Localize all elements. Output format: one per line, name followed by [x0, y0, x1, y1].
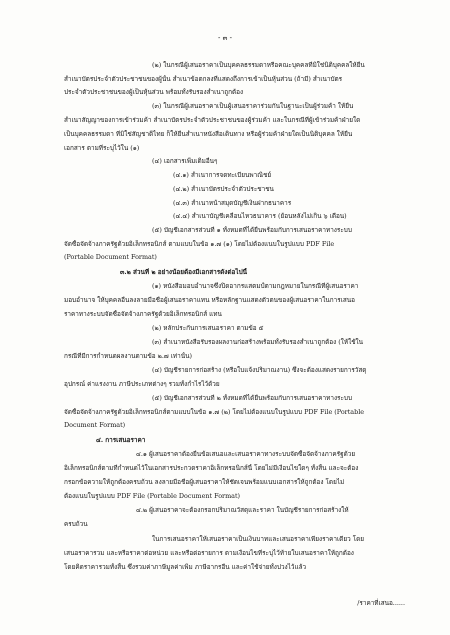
- line: เสนอราคารวม และหรือราคาต่อหน่วย และหรือต่อรายการ ตามเงื่อนไขที่ระบุไว้ท้ายใบเสนอราคาให้ถูกต้อง: [64, 549, 354, 557]
- line: (๔.๒) สำเนาบัตรประจำตัวประชาชน: [173, 185, 274, 193]
- line: Document Format): [64, 421, 126, 429]
- line: (๔.๑) สำเนาการจดทะเบียนพาณิชย์: [173, 171, 272, 179]
- section-heading: ๔. การเสนอราคา: [96, 436, 146, 444]
- line: กรณีที่มีการกำหนดผลงานตามข้อ ๒.๗ เท่านั้น): [64, 352, 192, 360]
- line: มอบอำนาจ ให้บุคคลอื่นลงลายมือชื่อผู้เสนอราคาแทน หรือหลักฐานแสดงตัวตนของผู้เสนอราคาในการเสนอ: [64, 296, 355, 304]
- line: (๑) หนังสือมอบอำนาจซึ่งปิดอากรแสตมป์ตามกฎหมายในกรณีที่ผู้เสนอราคา: [152, 282, 359, 290]
- line: ๔.๑ ผู้เสนอราคาต้องยื่นข้อเสนอและเสนอราคาทางระบบจัดซื้อจัดจ้างภาครัฐด้วย: [136, 450, 356, 458]
- line: เป็นบุคคลธรรมดา ที่มิใช่สัญชาติไทย ก็ให้ยื่นสำเนาหนังสือเดินทาง หรือผู้ร่วมค้าฝ่ายใดเป็นนิติบุคคล ให้ยื่น: [64, 130, 353, 138]
- line: อุปกรณ์ ค่าแรงงาน ภาษีประเภทต่างๆ รวมทั้งกำไรไว้ด้วย: [64, 380, 220, 388]
- line: (๓) สำเนาหนังสือรับรองผลงานก่อสร้างพร้อมทั้งรับรองสำเนาถูกต้อง (ให้ใช้ใน: [152, 338, 364, 346]
- page-number: - ๓ -: [218, 34, 232, 42]
- line: (๒) หลักประกันการเสนอราคา ตามข้อ ๕: [152, 324, 264, 332]
- line: โดยคิดราคารวมทั้งสิ้น ซึ่งรวมค่าภาษีมูลค่าเพิ่ม ภาษีอากรอื่น และค่าใช้จ่ายทั้งปวงไว้แล้ว: [64, 563, 307, 571]
- line: อิเล็กทรอนิกส์ตามที่กำหนดไว้ในเอกสารประกวดราคาอิเล็กทรอนิกส์นี้ โดยไม่มีเงื่อนไขใดๆ ทั้งสิ้น และจะต้อง: [64, 464, 359, 472]
- line: สำเนาบัตรประจำตัวประชาชนของผู้นั้น สำเนาข้อตกลงที่แสดงถึงการเข้าเป็นหุ้นส่วน (ถ้ามี) สำเนาบัตร: [64, 75, 343, 83]
- line: (๒) ในกรณีผู้เสนอราคาเป็นบุคคลธรรมดาหรือคณะบุคคลที่มิใช่นิติบุคคลให้ยื่น: [152, 61, 365, 69]
- line: ราคาทางระบบจัดซื้อจัดจ้างภาครัฐด้วยอิเล็กทรอนิกส์ แทน: [64, 310, 222, 318]
- line: ๔.๒ ผู้เสนอราคาจะต้องกรอกปริมาณวัสดุและราคา ในบัญชีรายการก่อสร้างให้: [136, 506, 349, 514]
- continuation-marker: /ราคาที่เสนอ......: [357, 599, 405, 607]
- line: กรอกข้อความให้ถูกต้องครบถ้วน ลงลายมือชื่อผู้เสนอราคาให้ชัดเจนพร้อมแนบเอกสารให้ถูกต้อง โดยไม่: [64, 478, 345, 486]
- line: จัดซื้อจัดจ้างภาครัฐด้วยอิเล็กทรอนิกส์ ตามแบบในข้อ ๑.๗ (๑) โดยไม่ต้องแนบในรูปแบบ PDF File: [64, 240, 335, 248]
- line: ในการเสนอราคาให้เสนอราคาเป็นเงินบาทและเสนอราคาเพียงราคาเดียว โดย: [152, 535, 365, 543]
- line: จัดซื้อจัดจ้างภาครัฐด้วยอิเล็กทรอนิกส์ตามแบบในข้อ ๑.๗ (๒) โดยไม่ต้องแนบในรูปแบบ PDF File (Portable: [64, 408, 365, 416]
- line: (๔.๓) สำเนาหน้าสมุดบัญชีเงินฝากธนาคาร: [173, 199, 292, 207]
- line: (๔.๔) สำเนาบัญชีเคลื่อนไหวธนาคาร (ย้อนหลังไม่เกิน ๖ เดือน): [173, 212, 347, 220]
- line: สำเนาสัญญาของการเข้าร่วมค้า สำเนาบัตรประจำตัวประชาชนของผู้ร่วมค้า และในกรณีที่ผู้เข้าร่วมค้าฝ่ายใด: [64, 116, 361, 124]
- line: (๕) บัญชีเอกสารส่วนที่ ๒ ทั้งหมดที่ได้ยื่นพร้อมกับการเสนอราคาทางระบบ: [152, 394, 353, 402]
- line: (Portable Document Format): [64, 253, 157, 261]
- line: (๔) บัญชีรายการก่อสร้าง (หรือใบแจ้งปริมาณงาน) ซึ่งจะต้องแสดงรายการวัสดุ: [152, 366, 367, 374]
- line: ต้องแนบในรูปแบบ PDF File (Portable Document Format): [64, 492, 241, 500]
- section-heading: ๓.๒ ส่วนที่ ๒ อย่างน้อยต้องมีเอกสารดังต่อไปนี้: [120, 268, 248, 276]
- line: ครบถ้วน: [64, 520, 88, 528]
- line: เอกสาร ตามที่ระบุไว้ใน (๑): [64, 144, 140, 152]
- line: ประจำตัวประชาชนของผู้เป็นหุ้นส่วน พร้อมทั้งรับรองสำเนาถูกต้อง: [64, 88, 244, 96]
- line: (๕) บัญชีเอกสารส่วนที่ ๑ ทั้งหมดที่ได้ยื่นพร้อมกับการเสนอราคาทางระบบ: [152, 226, 352, 234]
- line: (๔) เอกสารเพิ่มเติมอื่นๆ: [152, 157, 218, 165]
- line: (๓) ในกรณีผู้เสนอราคาเป็นผู้เสนอราคาร่วมกันในฐานะเป็นผู้ร่วมค้า ให้ยื่น: [152, 102, 354, 110]
